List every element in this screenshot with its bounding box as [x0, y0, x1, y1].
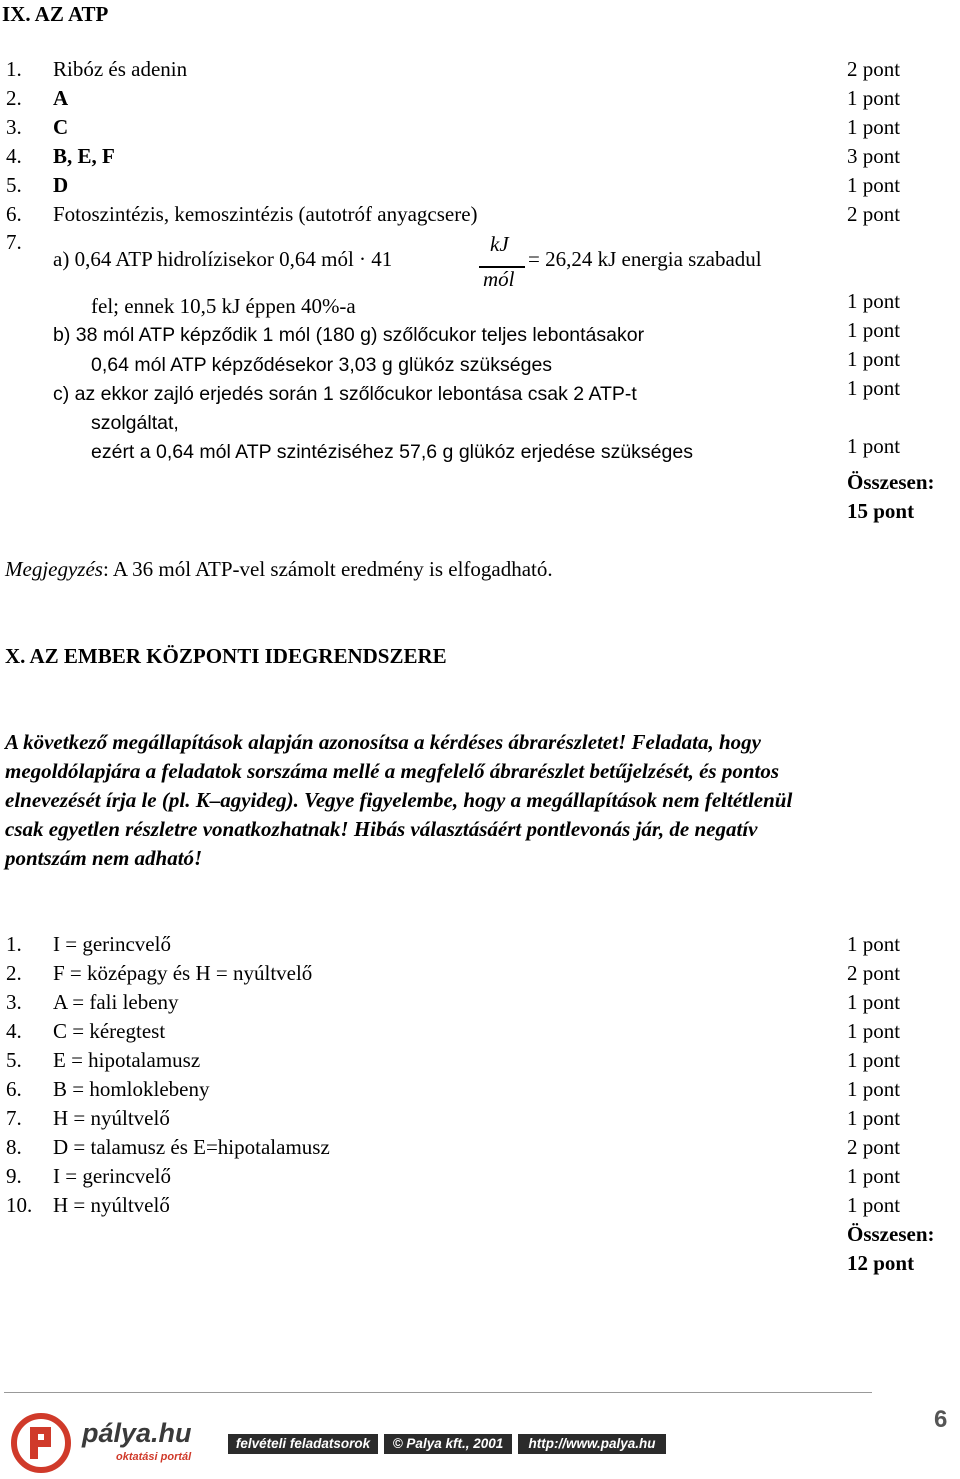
item-number: 5.	[6, 1048, 22, 1072]
calc-c-line1: c) az ekkor zajló erjedés során 1 szőlőcukor lebontása csak 2 ATP-t	[53, 383, 637, 405]
calc-a-suffix: = 26,24 kJ energia szabadul	[528, 247, 762, 271]
answer-text: H = nyúltvelő	[53, 1106, 170, 1130]
note-label: Megjegyzés	[5, 557, 103, 581]
total-label: Összesen:	[847, 470, 935, 494]
answer-points: 1 pont	[847, 1077, 901, 1101]
answer-text: B, E, F	[53, 144, 115, 168]
answer-points: 3 pont	[847, 144, 901, 168]
item-number: 4.	[6, 1019, 22, 1043]
section-title: X. AZ EMBER KÖZPONTI IDEGRENDSZERE	[5, 644, 447, 668]
instruction-line: pontszám nem adható!	[5, 846, 203, 870]
item-number: 3.	[6, 990, 22, 1014]
item-number: 7.	[6, 1106, 22, 1130]
note	[5, 557, 553, 581]
answer-points: 2 pont	[847, 202, 901, 226]
logo-text: pálya.hu	[82, 1418, 192, 1448]
item-number: 1.	[6, 57, 22, 81]
answer-points: 1 pont	[847, 289, 901, 313]
note-text: : A 36 mól ATP-vel számolt eredmény is elfogadható.	[102, 557, 553, 581]
answer-points: 2 pont	[847, 57, 901, 81]
fraction-denominator: mól	[483, 267, 515, 291]
answer-text: E = hipotalamusz	[53, 1048, 201, 1072]
total-label: Összesen:	[847, 1222, 935, 1246]
answer-points: 1 pont	[847, 1048, 901, 1072]
fraction-numerator: kJ	[490, 232, 509, 256]
item-number: 4.	[6, 144, 22, 168]
answer-points: 1 pont	[847, 1106, 901, 1130]
answer-points: 1 pont	[847, 1193, 901, 1217]
instruction-line: megoldólapjára a feladatok sorszáma mellé a megfelelő ábrarészlet betűjelzését, és pontos	[5, 759, 780, 783]
item-number: 5.	[6, 173, 22, 197]
instruction-line: csak egyetlen részletre vonatkozhatnak! Hibás választásáért pontlevonás jár, de negatív	[5, 817, 758, 841]
answer-points: 1 pont	[847, 86, 901, 110]
answer-text: F = középagy és H = nyúltvelő	[53, 961, 313, 985]
page-number: 6	[934, 1406, 948, 1433]
answer-text: D	[53, 173, 69, 197]
answer-points: 1 pont	[847, 318, 901, 342]
answer-text: H = nyúltvelő	[53, 1193, 170, 1217]
calc-a-line2: fel; ennek 10,5 kJ éppen 40%-a	[91, 294, 356, 318]
instruction-line: elnevezését írja le (pl. K–agyideg). Vegye figyelembe, hogy a megállapítások nem feltétlenül	[5, 788, 793, 812]
answer-text: C = kéregtest	[53, 1019, 166, 1043]
item-number: 6.	[6, 1077, 22, 1101]
section-title: IX. AZ ATP	[2, 2, 109, 26]
item-number: 1.	[6, 932, 22, 956]
total-value: 15 pont	[847, 499, 915, 523]
answer-text: I = gerincvelő	[53, 932, 171, 956]
item-number: 3.	[6, 115, 22, 139]
answer-points: 1 pont	[847, 932, 901, 956]
answer-points: 1 pont	[847, 347, 901, 371]
footer-bar-exams: felvételi feladatsorok	[228, 1434, 378, 1454]
answer-points: 1 pont	[847, 115, 901, 139]
total-value: 12 pont	[847, 1251, 915, 1275]
item-number: 6.	[6, 202, 22, 226]
answer-points: 1 pont	[847, 434, 901, 458]
instruction-line: A következő megállapítások alapján azonosítsa a kérdéses ábrarészletet! Feladata, hogy	[5, 730, 761, 754]
item-number: 2.	[6, 961, 22, 985]
answer-points: 1 pont	[847, 173, 901, 197]
calc-c-line3: ezért a 0,64 mól ATP szintéziséhez 57,6 g glükóz erjedése szükséges	[91, 441, 693, 463]
answer-text: A	[53, 86, 69, 110]
answer-text: I = gerincvelő	[53, 1164, 171, 1188]
calc-b-line2: 0,64 mól ATP képződésekor 3,03 g glükóz szükséges	[91, 354, 553, 376]
answer-text: C	[53, 115, 69, 139]
item-number: 2.	[6, 86, 22, 110]
item-number: 10.	[6, 1193, 33, 1217]
item-number: 8.	[6, 1135, 22, 1159]
answer-text: D = talamusz és E=hipotalamusz	[53, 1135, 330, 1159]
answer-text: Ribóz és adenin	[53, 57, 188, 81]
answer-text: B = homloklebeny	[53, 1077, 210, 1101]
footer-divider	[4, 1392, 872, 1393]
answer-text: Fotoszintézis, kemoszintézis (autotróf anyagcsere)	[53, 202, 478, 226]
calc-b-line1: b) 38 mól ATP képződik 1 mól (180 g) szőlőcukor teljes lebontásakor	[53, 324, 645, 346]
answer-text: A = fali lebeny	[53, 990, 179, 1014]
answer-points: 2 pont	[847, 1135, 901, 1159]
answer-points: 1 pont	[847, 1164, 901, 1188]
answer-points: 2 pont	[847, 961, 901, 985]
item-number: 7.	[6, 230, 22, 254]
calc-c-line2: szolgáltat,	[91, 412, 179, 434]
footer-bar-copyright: © Palya kft., 2001	[384, 1434, 512, 1454]
answer-points: 1 pont	[847, 376, 901, 400]
palya-logo-icon	[8, 1413, 74, 1473]
answer-points: 1 pont	[847, 1019, 901, 1043]
footer-bar-url[interactable]: http://www.palya.hu	[518, 1434, 666, 1454]
answer-points: 1 pont	[847, 990, 901, 1014]
logo-subtitle: oktatási portál	[116, 1451, 192, 1463]
calc-a-prefix: a) 0,64 ATP hidrolízisekor 0,64 mól · 41	[53, 247, 393, 271]
item-number: 9.	[6, 1164, 22, 1188]
